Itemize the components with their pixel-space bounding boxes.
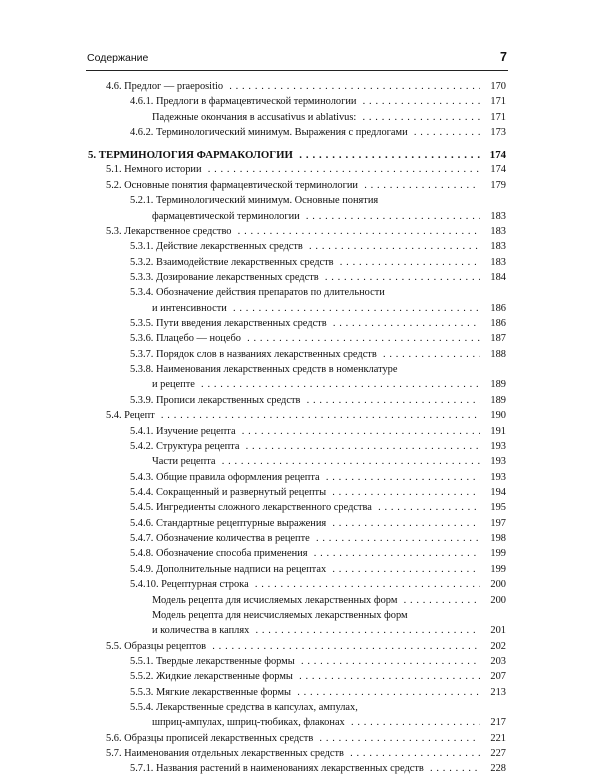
toc-entry-title: 5.4. Рецепт — [106, 410, 158, 421]
toc-entry — [88, 424, 508, 439]
toc-entry — [88, 439, 508, 454]
toc-entry-leader — [88, 377, 480, 392]
toc-entry — [88, 162, 508, 177]
toc-entry-title: 4.6.2. Терминологический минимум. Выражения с предлогами — [130, 127, 411, 138]
toc-entry-title: 5.3.5. Пути введения лекарственных средств — [130, 318, 330, 329]
toc-entry-page: 189 — [490, 394, 506, 406]
toc-entry-page: 199 — [490, 548, 506, 560]
toc-entry-page: 203 — [490, 655, 506, 667]
toc-entry-title: 5.5. Образцы рецептов — [106, 641, 209, 652]
toc-entry-page: 173 — [490, 127, 506, 139]
toc-entry — [88, 140, 508, 162]
toc-entry-leader — [88, 270, 480, 285]
toc-entry-leader — [88, 408, 480, 423]
toc-entry — [88, 516, 508, 531]
page-header — [86, 50, 508, 71]
toc-entry-title: 5.6. Образцы прописей лекарственных средств — [106, 733, 316, 744]
toc-entry-leader — [88, 608, 480, 623]
toc-entry-leader — [88, 347, 480, 362]
toc-entry-leader — [88, 94, 480, 109]
toc-entry-leader — [88, 162, 480, 177]
toc-entry-title: 5.3.7. Порядок слов в названиях лекарственных средств — [130, 349, 380, 360]
toc-entry-page: 198 — [490, 533, 506, 545]
toc-entry-leader — [88, 470, 480, 485]
toc-entry-title: 4.6. Предлог — praepositio — [106, 81, 226, 92]
toc-entry-leader — [88, 761, 480, 776]
toc-entry-title: 5.4.3. Общие правила оформления рецепта — [130, 472, 323, 483]
toc-entry-page: 170 — [490, 81, 506, 92]
toc-entry-title: 5.4.2. Структура рецепта — [130, 441, 242, 452]
toc-entry-leader — [88, 500, 480, 515]
toc-entry-leader — [88, 193, 480, 208]
toc-entry-title: 5.3.3. Дозирование лекарственных средств — [130, 272, 322, 283]
toc-entry-title: 5.2. Основные понятия фармацевтической терминологии — [106, 180, 361, 191]
toc-entry-leader — [88, 331, 480, 346]
toc-entry-leader — [88, 593, 480, 608]
toc-entry-title: 5.3. Лекарственное средство — [106, 226, 234, 237]
toc-entry-page: 199 — [490, 563, 506, 575]
toc-entry-page: 213 — [490, 686, 506, 698]
toc-entry — [88, 654, 508, 669]
toc-entry-page: 186 — [490, 318, 506, 330]
toc-entry-leader — [88, 516, 480, 531]
toc-entry — [88, 331, 508, 346]
toc-entry-leader — [88, 700, 480, 715]
toc-entry-page: 193 — [490, 471, 506, 483]
toc-entry-page: 183 — [490, 210, 506, 222]
toc-entry-leader — [88, 685, 480, 700]
toc-entry-leader — [88, 546, 480, 561]
toc-entry — [88, 377, 508, 392]
toc-entry — [88, 393, 508, 408]
toc-entry — [88, 470, 508, 485]
toc-entry-leader — [88, 209, 480, 224]
toc-entry — [88, 79, 508, 94]
toc-entry-page: 195 — [490, 502, 506, 514]
toc-entry — [88, 608, 508, 623]
toc-entry — [88, 731, 508, 746]
toc-entry — [88, 761, 508, 776]
toc-entry-title: фармацевтической терминологии — [152, 211, 303, 222]
toc-entry — [88, 224, 508, 239]
toc-entry-leader — [88, 362, 480, 377]
toc-entry-title: 5.5.1. Твердые лекарственные формы — [130, 656, 298, 667]
toc-entry-title: 5.3.2. Взаимодействие лекарственных средств — [130, 257, 337, 268]
toc-entry — [88, 715, 508, 730]
toc-entry-page: 190 — [490, 410, 506, 422]
toc-entry-leader — [88, 393, 480, 408]
toc-entry-title: Модель рецепта для исчисляемых лекарственных форм — [152, 595, 400, 606]
toc-entry-page: 202 — [490, 640, 506, 652]
toc-entry-title: 5.3.8. Наименования лекарственных средств в номенклатуре — [130, 364, 401, 375]
toc-entry-title: 5.1. Немного истории — [106, 164, 205, 175]
toc-entry-title: 5.4.9. Дополнительные надписи на рецептах — [130, 564, 329, 575]
toc-entry-title: 5.5.4. Лекарственные средства в капсулах, ампулах, — [130, 702, 361, 713]
toc-entry-title: 5.4.4. Сокращенный и развернутый рецепты — [130, 487, 329, 498]
toc-entry — [88, 209, 508, 224]
toc-entry-page: 183 — [490, 241, 506, 253]
toc-entry-title: 5. ТЕРМИНОЛОГИЯ ФАРМАКОЛОГИИ — [88, 149, 296, 161]
toc-entry-leader — [88, 577, 480, 592]
toc-entry-title: 5.3.9. Прописи лекарственных средств — [130, 395, 303, 406]
toc-entry — [88, 562, 508, 577]
toc-entry-title: 5.3.4. Обозначение действия препаратов по длительности — [130, 287, 388, 298]
toc-entry-title: 5.3.6. Плацебо — ноцебо — [130, 333, 244, 344]
toc-entry-leader — [88, 224, 480, 239]
toc-entry — [88, 239, 508, 254]
toc-entry — [88, 347, 508, 362]
toc-entry-title: 5.7.1. Названия растений в наименованиях лекарственных средств — [130, 763, 427, 774]
toc-entry-page: 191 — [490, 425, 506, 437]
toc-entry — [88, 623, 508, 638]
toc-entry-title: и количества в каплях — [152, 625, 252, 636]
page-number: 7 — [500, 50, 507, 64]
toc-entry — [88, 485, 508, 500]
toc-entry-page: 207 — [490, 671, 506, 683]
toc-entry-page: 194 — [490, 486, 506, 498]
toc-entry-leader — [88, 110, 480, 125]
toc-entry-title: и интенсивности — [152, 303, 230, 314]
toc-entry-leader — [88, 731, 480, 746]
toc-entry-title: 5.4.6. Стандартные рецептурные выражения — [130, 518, 329, 529]
toc-entry — [88, 700, 508, 715]
toc-entry-leader — [88, 301, 480, 316]
toc-entry-page: 197 — [490, 517, 506, 529]
toc-entry — [88, 94, 508, 109]
running-title: Содержание — [87, 52, 149, 64]
toc-entry-page: 193 — [490, 440, 506, 452]
toc-entry-title: 5.5.2. Жидкие лекарственные формы — [130, 671, 296, 682]
toc-entry — [88, 193, 508, 208]
toc-entry — [88, 408, 508, 423]
toc-entry — [88, 639, 508, 654]
toc-entry — [88, 270, 508, 285]
toc-entry-leader — [88, 746, 480, 761]
toc-entry-title: 5.7. Наименования отдельных лекарственных средств — [106, 748, 347, 759]
toc-entry — [88, 301, 508, 316]
toc-entry-page: 217 — [490, 717, 506, 729]
toc-entry — [88, 546, 508, 561]
toc-entry-leader — [88, 239, 480, 254]
table-of-contents — [88, 79, 508, 777]
toc-entry-page: 200 — [490, 579, 506, 591]
toc-entry-leader — [88, 255, 480, 270]
toc-entry-title: 5.5.3. Мягкие лекарственные формы — [130, 687, 294, 698]
toc-entry-title: 5.4.5. Ингредиенты сложного лекарственного средства — [130, 502, 375, 513]
toc-entry-leader — [88, 316, 480, 331]
toc-entry — [88, 125, 508, 140]
toc-entry-title: 5.4.8. Обозначение способа применения — [130, 548, 311, 559]
toc-entry-page: 227 — [490, 748, 506, 760]
toc-entry-title: и рецепте — [152, 379, 198, 390]
toc-entry-page: 189 — [490, 379, 506, 391]
toc-entry-page: 201 — [490, 625, 506, 637]
toc-entry — [88, 454, 508, 469]
toc-entry-title: Падежные окончания в accusativus и ablativus: — [152, 112, 359, 123]
toc-entry-leader — [88, 178, 480, 193]
toc-entry — [88, 316, 508, 331]
toc-entry-page: 188 — [490, 348, 506, 360]
toc-entry — [88, 669, 508, 684]
toc-entry-title: 5.3.1. Действие лекарственных средств — [130, 241, 306, 252]
toc-entry-page: 193 — [490, 456, 506, 468]
toc-entry-title: 5.4.10. Рецептурная строка — [130, 579, 252, 590]
toc-entry-leader — [88, 654, 480, 669]
toc-entry-leader — [88, 531, 480, 546]
toc-entry-page: 200 — [490, 594, 506, 606]
toc-entry-page: 174 — [490, 164, 506, 176]
toc-entry — [88, 577, 508, 592]
toc-entry — [88, 593, 508, 608]
toc-entry — [88, 746, 508, 761]
toc-entry — [88, 255, 508, 270]
toc-entry-leader — [88, 485, 480, 500]
toc-entry-page: 187 — [490, 333, 506, 345]
toc-entry-leader — [88, 79, 480, 94]
toc-entry — [88, 178, 508, 193]
toc-entry-title: 5.2.1. Терминологический минимум. Основные понятия — [130, 195, 381, 206]
toc-entry-leader — [88, 623, 480, 638]
toc-entry-leader — [88, 125, 480, 140]
toc-entry-leader — [88, 424, 480, 439]
toc-entry-page: 186 — [490, 302, 506, 314]
toc-entry-page: 183 — [490, 225, 506, 237]
toc-entry — [88, 285, 508, 300]
toc-entry-title: Модель рецепта для неисчисляемых лекарственных форм — [152, 610, 411, 621]
toc-entry-page: 174 — [489, 149, 506, 162]
toc-entry-leader — [88, 562, 480, 577]
toc-entry-page: 221 — [490, 732, 506, 744]
toc-entry — [88, 685, 508, 700]
toc-entry — [88, 531, 508, 546]
toc-entry-title: шприц-ампулах, шприц-тюбиках, флаконах — [152, 717, 348, 728]
toc-entry-page: 171 — [490, 111, 506, 123]
toc-entry-leader — [88, 715, 480, 730]
toc-entry-leader — [88, 439, 480, 454]
toc-entry — [88, 362, 508, 377]
toc-entry-leader — [88, 454, 480, 469]
toc-entry-leader — [88, 285, 480, 300]
toc-entry-page: 179 — [490, 179, 506, 191]
toc-entry-leader — [88, 639, 480, 654]
toc-entry-page: 171 — [490, 96, 506, 108]
toc-entry-title: 5.4.7. Обозначение количества в рецепте — [130, 533, 313, 544]
toc-entry-page: 184 — [490, 271, 506, 283]
toc-entry-title: 5.4.1. Изучение рецепта — [130, 426, 239, 437]
toc-entry-title: Части рецепта — [152, 456, 219, 467]
toc-entry-page: 228 — [490, 763, 506, 775]
toc-entry-title: 4.6.1. Предлоги в фармацевтической терминологии — [130, 96, 359, 107]
toc-entry — [88, 500, 508, 515]
toc-entry-leader — [88, 669, 480, 684]
toc-entry-page: 183 — [490, 256, 506, 268]
toc-entry — [88, 110, 508, 125]
